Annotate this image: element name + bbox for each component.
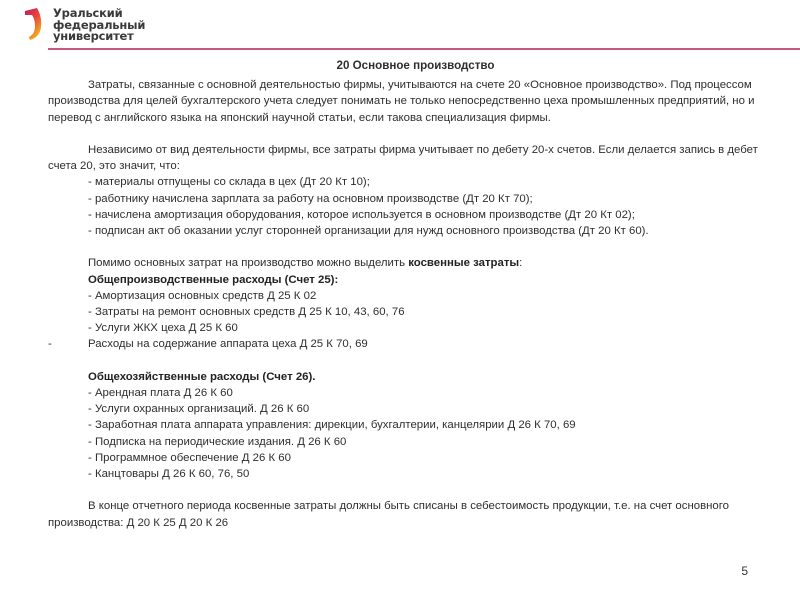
bullet-item-text: Расходы на содержание аппарата цеха Д 25 К 70, 69: [88, 338, 368, 351]
indirect-suffix: :: [519, 257, 523, 270]
document-body: [48, 58, 783, 531]
logo-text: [53, 8, 145, 43]
account-25-item: - Затраты на ремонт основных средств Д 25 К 10, 43, 60, 76: [88, 306, 405, 319]
account-26-item: - Заработная плата аппарата управления: дирекции, бухгалтерии, канцелярии Д 26 К 70, 69: [88, 419, 576, 432]
university-logo: [24, 7, 145, 43]
account-26-heading: Общехозяйственные расходы (Счет 26).: [88, 370, 316, 383]
debit-item: - подписан акт об оказании услуг сторонней организации для нужд основного производства (Дт 20 Кт 60).: [88, 225, 649, 238]
closing-paragraph: В конце отчетного периода косвенные затраты должны быть списаны в себестоимость продукции, т.е. на счет основного производства: Д 20 К 25 Д 20 К 26: [48, 500, 729, 529]
indirect-costs-intro: [48, 255, 783, 271]
debit-item: - материалы отпущены со склада в цех (Дт 20 Кт 10);: [88, 176, 370, 189]
page-number: 5: [741, 564, 748, 578]
account-25-heading: Общепроизводственные расходы (Счет 25):: [88, 273, 339, 286]
account-25-bullet-item: [48, 336, 783, 352]
account-25-item: - Услуги ЖКХ цеха Д 25 К 60: [88, 322, 238, 335]
urfu-logo-icon: [24, 7, 48, 41]
account-26-item: - Подписка на периодические издания. Д 26 К 60: [88, 435, 347, 448]
logo-line-3: университет: [53, 29, 134, 43]
logo-line-1: Уральский: [53, 6, 123, 20]
account-25-item: - Амортизация основных средств Д 25 К 02: [88, 289, 317, 302]
account-26-item: - Канцтовары Д 26 К 60, 76, 50: [88, 468, 250, 481]
account-26-item: - Услуги охранных организаций. Д 26 К 60: [88, 403, 310, 416]
account-26-item: - Программное обеспечение Д 26 К 60: [88, 451, 291, 464]
debit-item: - начислена амортизация оборудования, которое используется в основном производстве (Дт 20 Кт 02);: [88, 208, 635, 221]
account-26-item: - Арендная плата Д 26 К 60: [88, 387, 233, 400]
debit-paragraph: Независимо от вид деятельности фирмы, все затраты фирма учитывает по дебету 20-х счетов. Если делается запись в дебет счета 20, это значит, что:: [48, 144, 758, 173]
logo-line-2: федеральный: [53, 17, 146, 32]
debit-item: - работнику начислена зарплата за работу на основном производстве (Дт 20 Кт 70);: [88, 192, 533, 205]
indirect-costs-term: косвенные затраты: [408, 257, 520, 270]
bullet-marker: -: [48, 338, 52, 351]
document-title: 20 Основное производство: [336, 59, 495, 72]
header-divider: [48, 48, 800, 50]
intro-paragraph: Затраты, связанные с основной деятельностью фирмы, учитываются на счете 20 «Основное производство». Под процессом производства для целей бухгалтерского учета следует понимать не только непосредственно цеха промышленных предприятий, но и перевод с английского языка на японский научной статьи, если такова специализация фирмы.: [48, 79, 755, 124]
indirect-intro-text: Помимо основных затрат на производство можно выделить: [88, 257, 409, 270]
